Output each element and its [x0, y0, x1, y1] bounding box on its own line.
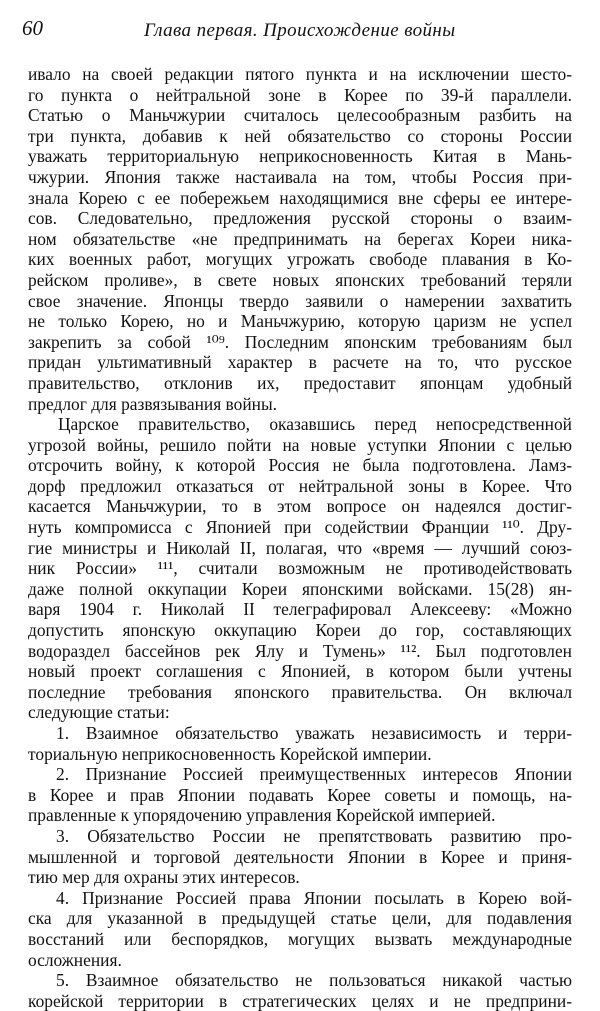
text-line: 3. Обязательство России не препятствовать развитию про- [56, 825, 572, 846]
text-line: осложнения. [28, 949, 122, 970]
text-line: ких военных работ, могущих угрожать свободе плавания в Ко- [28, 249, 572, 270]
text-line: мышленной и торговой деятельности Японии в Корее и приня- [28, 846, 572, 867]
text-line: предлог для развязывания войны. [28, 393, 277, 414]
text-line: 2. Признание Россией преимущественных интересов Японии [56, 764, 572, 785]
text-line: ном обязательстве «не предпринимать на берегах Кореи ника- [28, 228, 572, 249]
text-line: угрозой войны, решило пойти на новые уступки Японии с целью [28, 434, 572, 455]
text-line: свое значение. Японцы твердо заявили о намерении захватить [28, 290, 572, 311]
text-line: дорф предложил отказаться от нейтральной зоны в Корее. Что [28, 475, 572, 496]
text-line: ториальную неприкосновенность Корейской империи. [28, 743, 432, 764]
text-line: новый проект соглашения с Японией, в котором были учтены [28, 661, 572, 682]
text-line: Царское правительство, оказавшись перед непосредственной [58, 414, 572, 435]
text-line: водораздел бассейнов рек Ялу и Тумень» ¹¹². Был подготовлен [28, 640, 572, 661]
text-line: касается Маньчжурии, то в этом вопросе он надеялся достиг- [28, 496, 572, 517]
text-line: не только Корею, но и Маньчжурию, которую царизм не успел [28, 311, 572, 332]
page-header [22, 16, 572, 46]
text-line: придан ультимативный характер в расчете на то, что русское [28, 352, 572, 373]
text-line: следующие статьи: [28, 702, 170, 723]
page-number: 60 [22, 16, 43, 40]
text-line: 1. Взаимное обязательство уважать независимость и терри- [56, 723, 572, 743]
text-line: гие министры и Николай II, полагая, что «время — лучший союз- [28, 537, 572, 558]
text-line: знала Корею с ее побережьем находящимися вне сферы ее интере- [28, 187, 572, 208]
text-line: го пункта о нейтральной зоне в Корее по 39-й параллели. [28, 84, 572, 105]
body-text [28, 64, 572, 1011]
text-line: ник России» ¹¹¹, считали возможным не противодействовать [28, 558, 572, 579]
text-line: последние требования японского правительства. Он включал [28, 681, 572, 702]
text-line: в Корее и прав Японии подавать Корее советы и помощь, на- [28, 784, 572, 805]
text-line: корейской территории в стратегических целях и не предприни- [28, 990, 572, 1011]
text-line: ска для указанной в предыдущей статье цели, для подавления [28, 908, 572, 929]
text-line: даже полной оккупации Кореи японскими войсками. 15(28) ян- [28, 578, 572, 599]
running-head: Глава первая. Происхождение войны [144, 20, 456, 41]
text-line: нуть компромисса с Японией при содействии Франции ¹¹⁰. Дру- [28, 517, 572, 538]
text-line: правительство, отклонив их, предоставит японцам удобный [28, 372, 572, 393]
text-line: ивало на своей редакции пятого пункта и на исключении шесто- [28, 64, 572, 84]
text-line: Статью о Маньчжурии считалось целесообразным разбить на [28, 105, 572, 126]
text-line: три пункта, добавив к ней обязательство со стороны России [28, 125, 572, 146]
text-line: тию мер для охраны этих интересов. [28, 867, 300, 888]
text-line: отсрочить войну, к которой Россия не была подготовлена. Ламз- [28, 455, 572, 476]
text-line: правленные к упорядочению управления Корейской империей. [28, 805, 496, 826]
text-line: варя 1904 г. Николай II телеграфировал Алексееву: «Можно [28, 599, 572, 620]
text-line: рейском проливе», в свете новых японских требований теряли [28, 269, 572, 290]
text-line: чжурии. Япония также настаивала на том, чтобы Россия при- [28, 166, 572, 187]
text-line: 5. Взаимное обязательство не пользоваться никакой частью [56, 970, 572, 991]
text-line: допустить японскую оккупацию Кореи до гор, составляющих [28, 620, 572, 641]
text-line: сов. Следовательно, предложения русской стороны о взаим- [28, 208, 572, 229]
text-line: восстаний или беспорядков, могущих вызвать международные [28, 928, 572, 949]
text-line: 4. Признание Россией права Японии посылать в Корею вой- [56, 887, 572, 908]
text-line: закрепить за собой ¹⁰⁹. Последним японским требованиям был [28, 331, 572, 352]
text-line: уважать территориальную неприкосновенность Китая в Мань- [28, 146, 572, 167]
